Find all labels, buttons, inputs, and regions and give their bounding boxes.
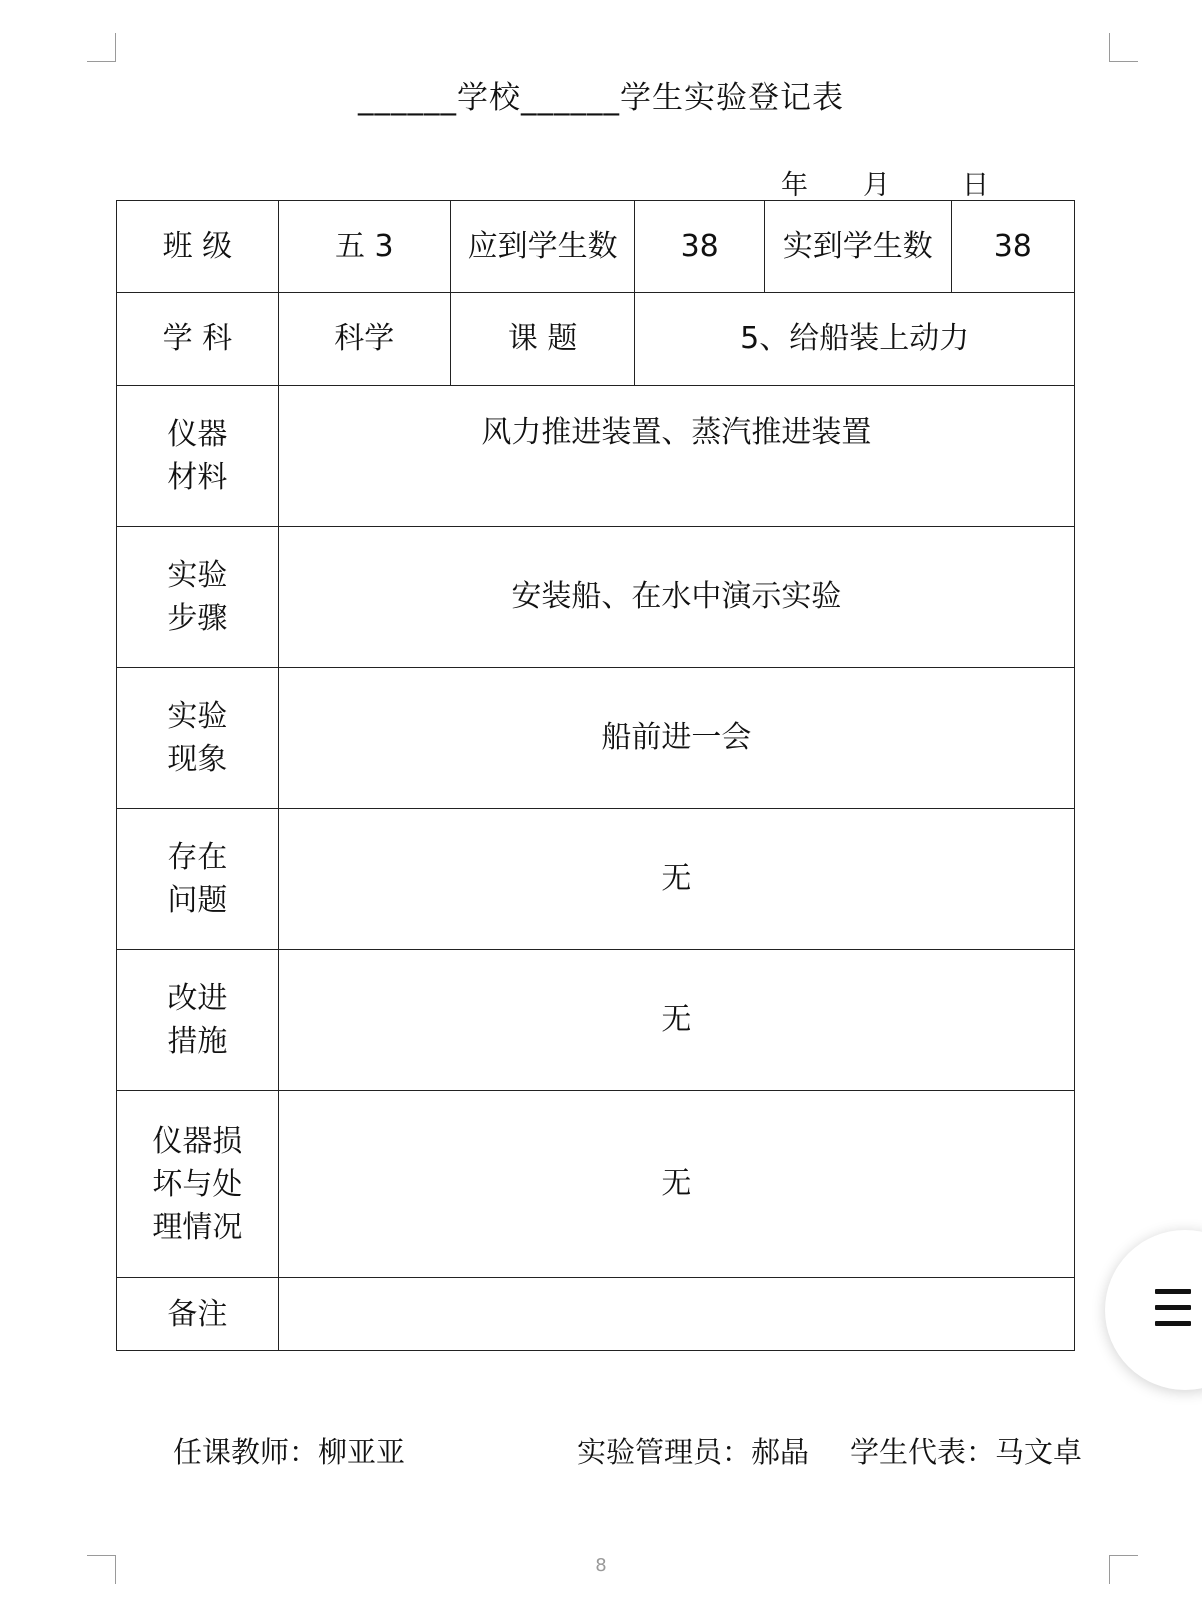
row-value: 无: [278, 950, 1074, 1091]
row-label: 仪器损 坏与处 理情况: [117, 1091, 279, 1278]
row-label: 存在 问题: [117, 809, 279, 950]
topic-label: 课 题: [450, 293, 635, 386]
table-row: [117, 527, 1075, 668]
expected-students-value: 38: [635, 201, 765, 293]
row-value: 无: [278, 1091, 1074, 1278]
experiment-record-table: [116, 200, 1075, 1351]
row-label: 实验 现象: [117, 668, 279, 809]
table-row: [117, 386, 1075, 527]
subject-label: 学 科: [117, 293, 279, 386]
expected-students-label: 应到学生数: [450, 201, 635, 293]
date-year: 年: [781, 170, 808, 201]
row-value: 风力推进装置、蒸汽推进装置: [278, 386, 1074, 527]
page-number: 8: [595, 1555, 607, 1576]
page-corner-mark: [1109, 33, 1138, 62]
table-row: [117, 201, 1075, 293]
row-value: 安装船、在水中演示实验: [278, 527, 1074, 668]
class-label: 班 级: [117, 201, 279, 293]
table-row: [117, 1278, 1075, 1351]
admin-signature: 实验管理员：郝晶: [577, 1435, 810, 1469]
date-month: 月: [863, 170, 890, 201]
actual-students-value: 38: [951, 201, 1074, 293]
row-label: 改进 措施: [117, 950, 279, 1091]
page-title: ______学校______学生实验登记表: [358, 80, 844, 116]
hamburger-menu-icon: [1155, 1289, 1191, 1337]
table-row: [117, 668, 1075, 809]
date-day: 日: [962, 170, 989, 201]
topic-value: 5、给船装上动力: [635, 293, 1075, 386]
row-value: [278, 1278, 1074, 1351]
row-label: 备注: [117, 1278, 279, 1351]
table-row: [117, 293, 1075, 386]
table-row: [117, 809, 1075, 950]
row-label: 仪器 材料: [117, 386, 279, 527]
table-row: [117, 950, 1075, 1091]
row-label: 实验 步骤: [117, 527, 279, 668]
table-row: [117, 1091, 1075, 1278]
row-value: 船前进一会: [278, 668, 1074, 809]
subject-value: 科学: [278, 293, 450, 386]
menu-button[interactable]: [1105, 1230, 1202, 1390]
actual-students-label: 实到学生数: [764, 201, 951, 293]
student-representative: 学生代表：马文卓: [850, 1435, 1083, 1469]
page-corner-mark: [87, 33, 116, 62]
row-value: 无: [278, 809, 1074, 950]
class-value: 五 3: [278, 201, 450, 293]
teacher-signature: 任课教师：柳亚亚: [173, 1435, 406, 1469]
